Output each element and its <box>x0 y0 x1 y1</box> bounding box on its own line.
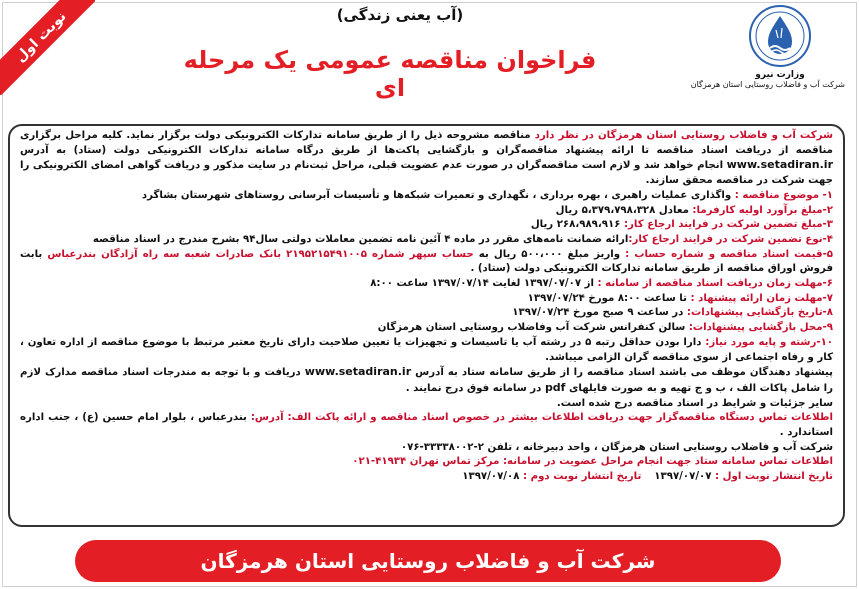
item-7-value: تا ساعت ۸:۰۰ مورخ ۱۳۹۷/۰۷/۲۴ <box>527 292 691 304</box>
item-10-value: دارا بودن حداقل رتبه ۵ در رشته آب یا تاسیسات و تجهیزات یا تعیین صلاحیت دارای تاریخ معتبر مرتبط با موضوع مناقصه از اداره تعاون ، کار و رفاه اجتماعی از سوی مناقصه گران الزامی میباشد. <box>20 336 833 363</box>
date-1-value: ۱۳۹۷/۰۷/۰۷ <box>654 471 716 483</box>
other-details: سایر جزئیات و شرایط در اسناد مناقصه درج شده است. <box>556 397 833 409</box>
contact-3 <box>20 455 833 470</box>
item-4-value: ارائه ضمانت نامه‌های مقرر در ماده ۴ آئین نامه تضمین معاملات دولتی سال۹۴ بشرح مندرج در اسناد مناقصه <box>92 233 629 245</box>
item-2-value: معادل ۵،۳۷۹،۷۹۸،۳۲۸ ریال <box>555 204 693 216</box>
contact-1-value: بندرعباس ، بلوار امام حسین (ع) ، جنب اداره استاندارد . <box>20 412 833 439</box>
submission-text-b: دریافت و با توجه به مندرجات اسناد مناقصه مدارک لازم را شامل پاکات الف ، ب و ج تهیه و به صورت فایلهای <box>20 367 833 394</box>
intro-text: مناقصه مشروحه ذیل را از طریق سامانه تدارکات الکترونیکی دولت برگزار نماید. کلیه مراحل برگزاری مناقصه از دریافت اسناد مناقصه تا ارائه پیشنهاد مناقصه‌گران و بازگشایی پاکت‌ها از طریق درگاه سامانه تدارکات الکترونیکی دولت (ستاد) به آدرس <box>20 130 833 156</box>
item-4 <box>20 233 833 248</box>
item-8-value: در ساعت ۹ صبح مورخ ۱۳۹۷/۰۷/۲۴ <box>512 307 687 319</box>
intro-company: شرکت آب و فاضلاب روستایی استان هرمزگان در نظر دارد <box>534 130 833 141</box>
first-round-ribbon: نوبت اول <box>0 0 95 95</box>
item-2-label: ۲-مبلغ برآورد اولیه کارفرما: <box>692 204 833 216</box>
item-2 <box>20 204 833 219</box>
submission-paragraph <box>20 365 833 396</box>
item-8 <box>20 306 833 321</box>
water-drop-logo-icon <box>748 4 812 68</box>
item-9-value: سالن کنفرانس شرکت آب وفاضلاب روستایی استان هرمزگان <box>377 322 689 334</box>
item-1-label: ۱- موضوع مناقصه : <box>734 189 833 201</box>
item-6-label: ۶-مهلت زمان دریافت اسناد مناقصه از سامانه : <box>597 278 833 290</box>
contact-1-label: اطلاعات تماس دستگاه مناقصه‌گزار جهت دریافت اطلاعات بیشتر در خصوص اسناد مناقصه و ارائه پاکت الف: آدرس: <box>250 412 833 424</box>
submission-text-c: در سامانه فوق درج نمایند . <box>405 382 545 394</box>
item-10 <box>20 336 833 365</box>
item-6 <box>20 277 833 292</box>
setadiran-link[interactable]: www.setadiran.ir <box>726 158 833 172</box>
ministry-name: وزارت نیرو <box>755 70 805 80</box>
pdf-label: pdf <box>544 380 566 394</box>
intro-text-2: انجام خواهد شد و لازم است مناقصه‌گران در صورت عدم عضویت قبلی، مراحل ثبت‌نام در سایت مذکور و دریافت گواهی امضای الکترونیکی را جهت شرکت در مناقصه محقق سازند. <box>20 160 833 187</box>
contact-2: شرکت آب و فاضلاب روستایی استان هرمزگان ، واحد دبیرخانه ، تلفن ۲-۳۳۳۳۸۰۰۲-۰۷۶ <box>400 441 833 453</box>
item-6-value: از ۱۳۹۷/۰۷/۰۷ لغایت ۱۳۹۷/۰۷/۱۴ ساعت ۸:۰۰ <box>370 278 598 290</box>
item-7 <box>20 292 833 307</box>
item-5-label: ۵-قیمت اسناد مناقصه و شماره حساب : <box>625 248 834 260</box>
item-3 <box>20 218 833 233</box>
item-3-value: ۲۶۸،۹۸۹،۹۱۶ ریال <box>530 219 624 231</box>
item-7-label: ۷-مهلت زمان ارائه پیشنهاد : <box>690 292 833 304</box>
item-10-label: ۱۰-رشته و پایه مورد نیاز: <box>705 336 833 348</box>
item-5-value-b: بابت فروش اوراق مناقصه از طریق سامانه تدارکات الکترونیکی دولت (ستاد) . <box>20 248 833 275</box>
ribbon-corner <box>0 0 95 95</box>
item-1 <box>20 189 833 204</box>
page-title: فراخوان مناقصه عمومی یک مرحله ای <box>183 46 597 102</box>
item-5-account: حساب سپهر شماره ۲۱۹۵۲۱۵۴۹۱۰۰۵ بانک صادرات شعبه سه راه آزادگان بندرعباس <box>47 248 474 260</box>
item-8-label: ۸-تاریخ بازگشایی پیشنهادات: <box>686 307 833 319</box>
date-1-label: تاریخ انتشار نوبت اول : <box>715 471 833 483</box>
item-9 <box>20 321 833 336</box>
logo-block <box>690 4 845 89</box>
item-9-label: ۹-محل بازگشایی پیشنهادات: <box>688 322 833 334</box>
intro-paragraph <box>20 129 833 189</box>
item-5 <box>20 248 833 277</box>
date-2-label: تاریخ انتشار نوبت دوم : <box>523 471 642 483</box>
item-3-label: ۳-مبلغ تضمین شرکت در فرایند ارجاع کار: <box>623 219 833 231</box>
submission-text-a: پیشنهاد دهندگان موظف می باشند اسناد مناقصه را از طریق سامانه ستاد به آدرس <box>411 367 833 379</box>
contact-3-label: اطلاعات تماس سامانه ستاد جهت انجام مراحل عضویت در سامانه: <box>502 456 833 468</box>
item-1-value: واگذاری عملیات راهبری ، بهره برداری ، نگهداری و تعمیرات شبکه‌ها و تأسیسات آبرسانی روستاهای شهرستان بشاگرد <box>141 189 735 201</box>
contact-3-value: مرکز تماس تهران ۴۱۹۳۴-۰۲۱ <box>352 456 503 468</box>
setadiran-link-2[interactable]: www.setadiran.ir <box>304 365 412 379</box>
footer-banner: شرکت آب و فاضلاب روستایی استان هرمزگان <box>75 540 781 582</box>
slogan: (آب یعنی زندگی) <box>336 6 464 24</box>
item-5-value-a: واریز مبلغ ۵۰۰،۰۰۰ ریال به <box>473 248 626 260</box>
tender-body <box>8 124 845 527</box>
date-2-value: ۱۳۹۷/۰۷/۰۸ <box>462 471 523 483</box>
company-name: شرکت آب و فاضلاب روستایی استان هرمزگان <box>690 80 845 89</box>
publish-dates <box>20 470 833 485</box>
contact-1 <box>20 411 833 440</box>
item-4-label: ۴-نوع تضمین شرکت در فرایند ارجاع کار: <box>628 233 833 245</box>
